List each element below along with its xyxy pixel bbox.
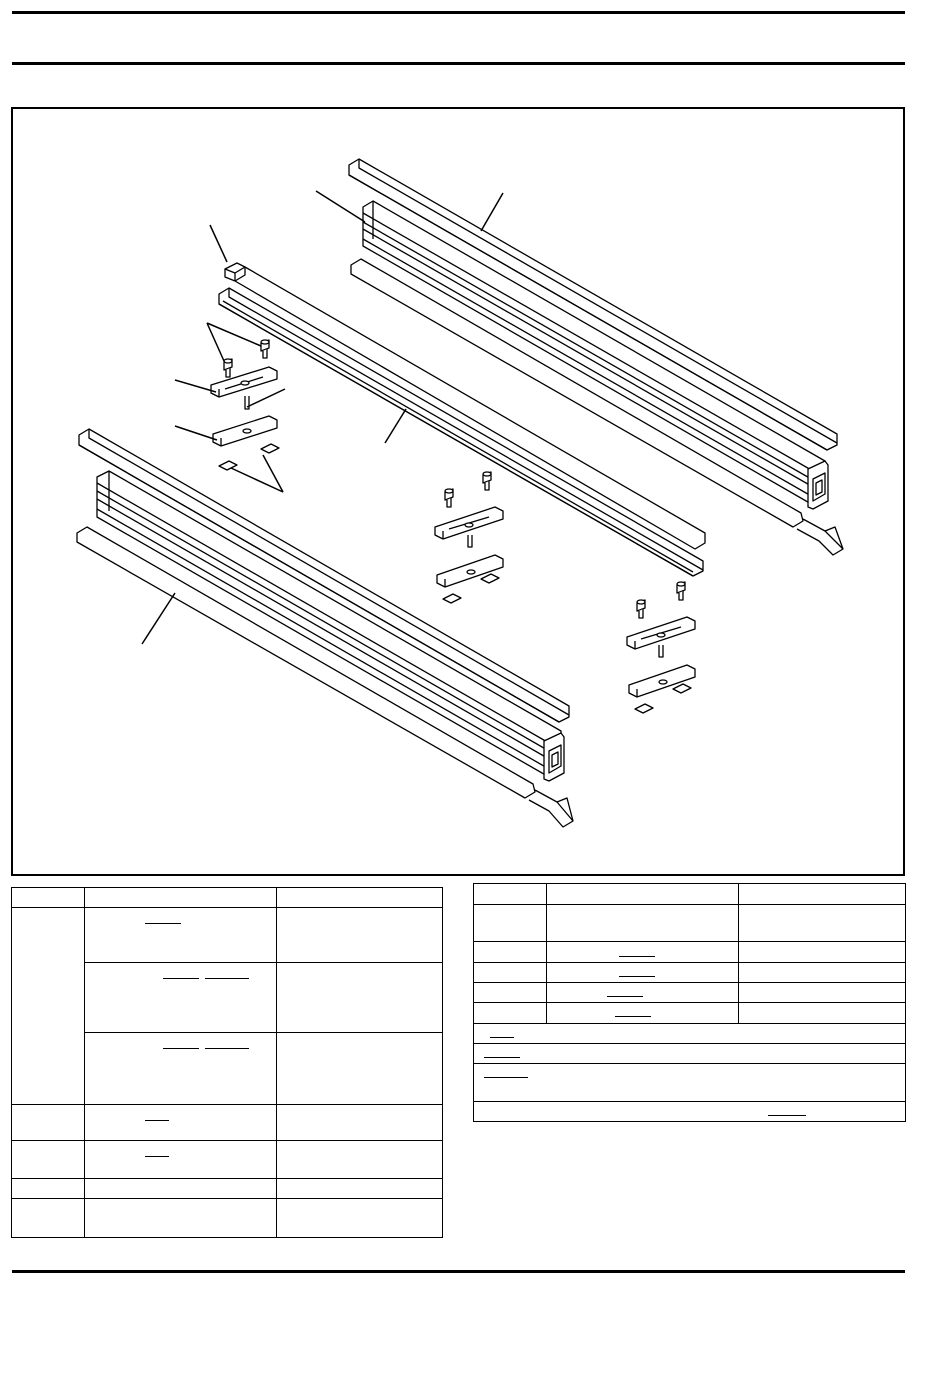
table-row bbox=[474, 1023, 906, 1043]
table-header-row bbox=[12, 888, 443, 908]
table-cell bbox=[739, 905, 906, 942]
table-cell bbox=[547, 942, 739, 963]
table-cell bbox=[85, 1199, 277, 1238]
table-cell bbox=[277, 963, 443, 1033]
header-rule-top bbox=[12, 11, 905, 14]
table-cell bbox=[474, 905, 547, 942]
table-cell bbox=[474, 963, 547, 983]
table-cell bbox=[739, 963, 906, 983]
table-header-cell bbox=[739, 884, 906, 905]
table-row bbox=[12, 908, 443, 963]
table-note-cell bbox=[474, 1043, 906, 1063]
footer-rule bbox=[12, 1270, 905, 1273]
table-cell bbox=[547, 983, 739, 1003]
exploded-view-drawing bbox=[13, 109, 903, 874]
table-cell bbox=[12, 1199, 85, 1238]
table-header-cell bbox=[12, 888, 85, 908]
table-row bbox=[474, 942, 906, 963]
table-row bbox=[12, 1199, 443, 1238]
table-cell bbox=[85, 1033, 277, 1105]
bracket-set-right bbox=[627, 582, 695, 713]
table-cell bbox=[474, 942, 547, 963]
table-cell bbox=[474, 983, 547, 1003]
table-note-cell bbox=[474, 1023, 906, 1043]
table-cell bbox=[85, 908, 277, 963]
table-row bbox=[474, 1101, 906, 1121]
table-cell bbox=[277, 1199, 443, 1238]
table-cell bbox=[474, 1003, 547, 1023]
table-row bbox=[474, 905, 906, 942]
table-header-cell bbox=[547, 884, 739, 905]
table-cell bbox=[547, 1003, 739, 1023]
lower-rail-assembly bbox=[77, 429, 573, 827]
table-header-row bbox=[474, 884, 906, 905]
parts-table-right bbox=[473, 883, 906, 1122]
table-header-cell bbox=[85, 888, 277, 908]
table-cell bbox=[547, 963, 739, 983]
table-cell bbox=[277, 908, 443, 963]
table-row bbox=[474, 1063, 906, 1101]
exploded-view-figure bbox=[11, 107, 905, 876]
table-row bbox=[474, 1043, 906, 1063]
table-row bbox=[474, 963, 906, 983]
table-cell bbox=[277, 1105, 443, 1141]
table-cell bbox=[12, 908, 85, 1105]
table-header-cell bbox=[474, 884, 547, 905]
bracket-set-left bbox=[211, 340, 279, 470]
table-cell bbox=[547, 905, 739, 942]
table-cell bbox=[277, 1179, 443, 1199]
table-cell bbox=[85, 1105, 277, 1141]
table-cell bbox=[85, 963, 277, 1033]
table-cell bbox=[85, 1179, 277, 1199]
table-row bbox=[474, 1003, 906, 1023]
table-cell bbox=[277, 1033, 443, 1105]
upper-rail-assembly bbox=[349, 159, 843, 555]
table-cell bbox=[739, 1003, 906, 1023]
table-cell bbox=[85, 1141, 277, 1179]
table-cell bbox=[12, 1179, 85, 1199]
table-note-cell bbox=[474, 1063, 906, 1101]
header-rule-bottom bbox=[12, 62, 905, 65]
table-header-cell bbox=[277, 888, 443, 908]
table-row bbox=[12, 1141, 443, 1179]
table-cell bbox=[12, 1141, 85, 1179]
table-note-cell bbox=[474, 1101, 906, 1121]
table-cell bbox=[12, 1105, 85, 1141]
table-cell bbox=[277, 1141, 443, 1179]
parts-table-left bbox=[11, 887, 443, 1238]
table-cell bbox=[739, 983, 906, 1003]
table-row bbox=[474, 983, 906, 1003]
table-cell bbox=[739, 942, 906, 963]
bracket-set-middle bbox=[435, 472, 503, 603]
table-row bbox=[12, 1105, 443, 1141]
table-row bbox=[12, 1179, 443, 1199]
